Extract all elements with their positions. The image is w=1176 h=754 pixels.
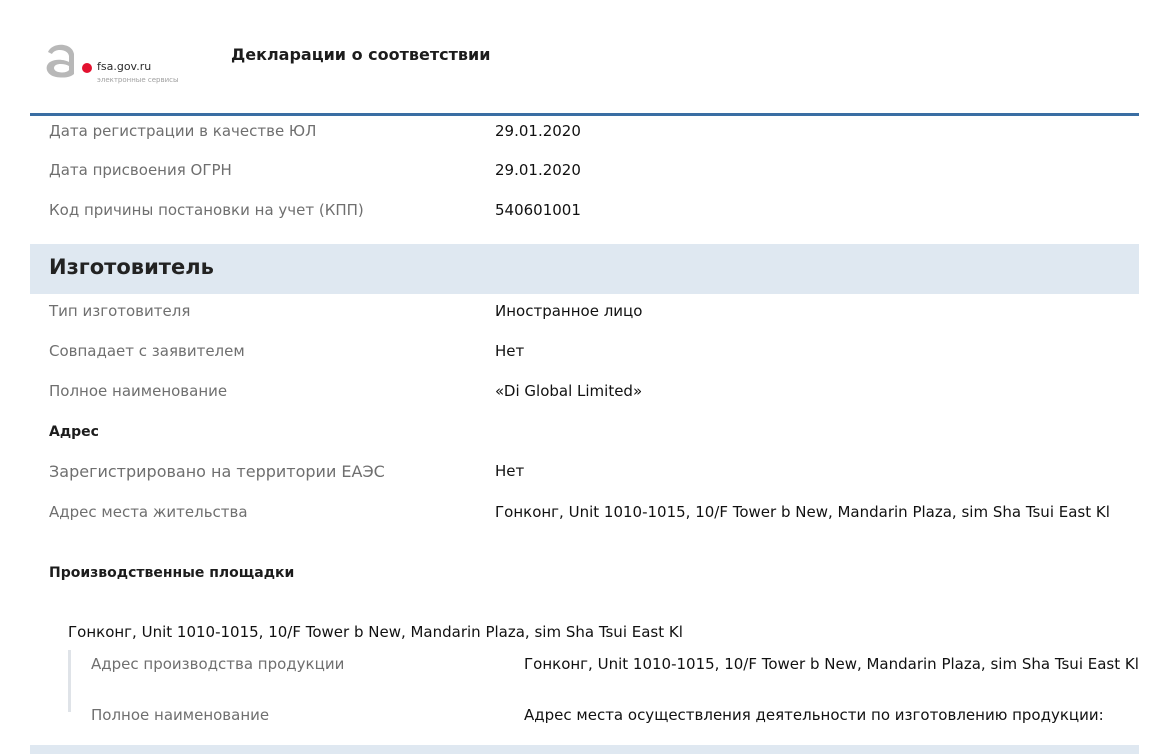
field-label-matches-applicant: Совпадает с заявителем (49, 342, 245, 360)
next-section-band (30, 745, 1139, 754)
production-site-title: Гонконг, Unit 1010-1015, 10/F Tower b New, Mandarin Plaza, sim Sha Tsui East Kl (68, 623, 683, 641)
field-label-full-name: Полное наименование (49, 382, 228, 400)
page-title: Декларации о соответствии (231, 45, 491, 64)
field-label-site-full-name: Полное наименование (91, 706, 270, 724)
subheading-address: Адрес (49, 424, 99, 440)
field-value-kpp: 540601001 (495, 201, 581, 219)
subheading-production-sites: Производственные площадки (49, 565, 295, 581)
field-value-full-name: «Di Global Limited» (495, 382, 643, 400)
field-label-manufacturer-type: Тип изготовителя (49, 302, 191, 320)
logo-text[interactable]: fsa.gov.ru (97, 60, 152, 73)
field-label-ogrn-date: Дата присвоения ОГРН (49, 161, 232, 179)
field-value-production-address: Гонконг, Unit 1010-1015, 10/F Tower b New, Mandarin Plaza, sim Sha Tsui East Kl (524, 655, 1139, 673)
field-label-kpp: Код причины постановки на учет (КПП) (49, 201, 364, 219)
field-label-eaeu-registered: Зарегистрировано на территории ЕАЭС (49, 462, 385, 481)
field-value-matches-applicant: Нет (495, 342, 525, 360)
field-value-eaeu-registered: Нет (495, 462, 525, 480)
field-value-site-full-name: Адрес места осуществления деятельности по изготовлению продукции: (524, 706, 1104, 724)
logo-dot-icon (82, 63, 92, 73)
field-value-residence-address: Гонконг, Unit 1010-1015, 10/F Tower b New, Mandarin Plaza, sim Sha Tsui East Kl (495, 503, 1110, 521)
field-value-ogrn-date: 29.01.2020 (495, 161, 581, 179)
field-label-residence-address: Адрес места жительства (49, 503, 248, 521)
field-value-registration-date: 29.01.2020 (495, 122, 581, 140)
field-label-registration-date: Дата регистрации в качестве ЮЛ (49, 122, 317, 140)
field-value-manufacturer-type: Иностранное лицо (495, 302, 643, 320)
production-site-divider (68, 650, 71, 712)
page-header (0, 0, 1176, 115)
header-divider (30, 113, 1139, 116)
fsa-logo-icon (42, 40, 82, 80)
section-title-manufacturer: Изготовитель (49, 255, 214, 279)
logo-subtext: электронные сервисы (97, 76, 179, 84)
field-label-production-address: Адрес производства продукции (91, 655, 345, 673)
